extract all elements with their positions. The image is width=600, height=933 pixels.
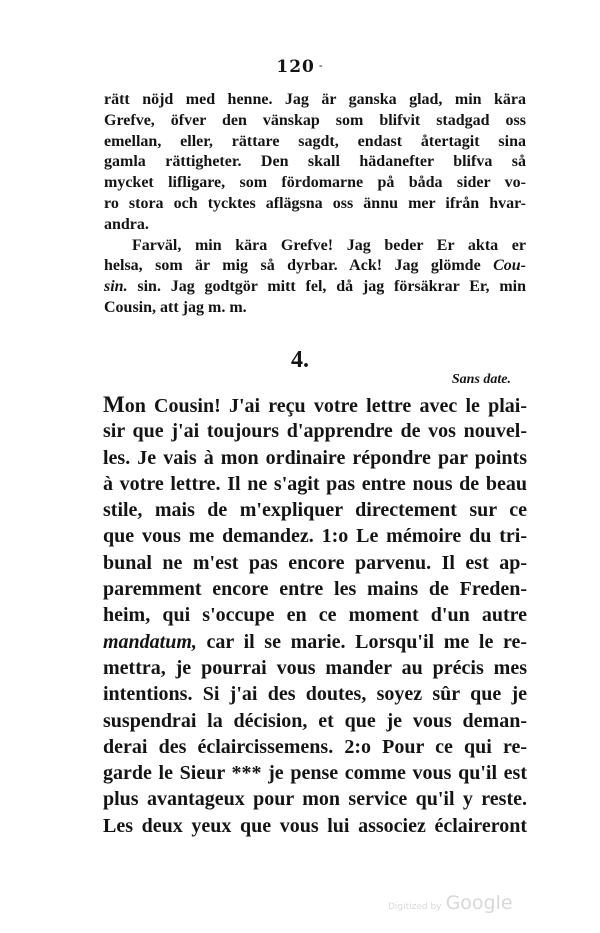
text-line: andra. [104,215,149,233]
watermark-logo: Google [445,892,513,914]
french-letter-body [103,392,527,839]
page-number-value: 120 [276,57,315,77]
text-line: sir que j'ai toujours d'apprendre de vos nouvel- [103,420,527,443]
text-line: plus avantageux pour mon service qu'il y reste. [103,788,527,811]
text-line: garde le Sieur *** je pense comme vous qu'il est [103,762,527,785]
letter-number: 4. [291,347,309,373]
text-line [103,392,527,418]
text-line: rätt nöjd med henne. Jag är ganska glad, min kära [104,91,526,108]
italic-word: sin. [104,278,128,296]
initial-letter: M [103,392,125,417]
text-line [104,277,526,298]
page-number-mark: - [318,59,324,72]
text-segment: sin. Jag godtgör mitt fel, då jag försäkrar Er, min [137,278,527,296]
text-line: paremment encore entre les mains de Freden- [103,578,527,601]
text-line: heim, qui s'occupe en ce moment d'un autre [103,604,527,627]
text-line: intentions. Si j'ai des doutes, soyez sûr que je [103,683,527,706]
text-line: mettra, je pourrai vous mander au précis mes [103,656,527,679]
text-line: emellan, eller, rättare sagdt, endast återtagit sina [104,132,526,150]
text-line: ro stora och tycktes aflägsna oss ännu mer ifrån hvar- [104,194,526,212]
text-line: Cousin, att jag m. m. [104,298,247,316]
letter-date: Sans date. [451,372,511,387]
text-line [103,629,527,655]
text-line: bunal ne m'est pas encore parvenu. Il est ap- [103,551,527,574]
text-line: que vous me demandez. 1:o Le mémoire du tri- [103,525,527,548]
italic-word: mandatum, [103,630,197,653]
text-line: Grefve, öfver den vänskap som blifvit stadgad oss [104,111,526,129]
text-line: Les deux yeux que vous lui associez éclaireront [103,814,527,837]
text-line: mycket lifligare, som fördomarne på båda sider vo- [104,174,526,192]
text-line: gamla rättigheter. Den skall hädanefter blifva så [104,153,526,171]
text-line: les. Je vais à mon ordinaire répondre par points [103,446,527,469]
text-segment: helsa, som är mig så dyrbar. Ack! Jag glömde [104,257,494,275]
text-line: suspendrai la décision, et que je vous deman- [103,709,527,732]
text-line: à votre lettre. Il ne s'agit pas entre nous de beau [103,472,527,495]
swedish-paragraph [104,90,526,319]
text-line [104,256,526,277]
text-segment: car il se marie. Lorsqu'il me le re- [196,630,527,653]
text-line: stile, mais de m'expliquer directement sur ce [103,499,527,522]
watermark-small: Digitized by [388,902,442,912]
page-number [0,57,600,77]
text-segment: on Cousin! J'ai reçu votre lettre avec le plai- [124,395,527,417]
text-line: derai des éclaircissemens. 2:o Pour ce qui re- [103,735,527,758]
text-line: Farväl, min kära Grefve! Jag beder Er akta er [132,236,526,254]
italic-word: Cou- [493,257,526,275]
google-watermark [388,892,513,914]
